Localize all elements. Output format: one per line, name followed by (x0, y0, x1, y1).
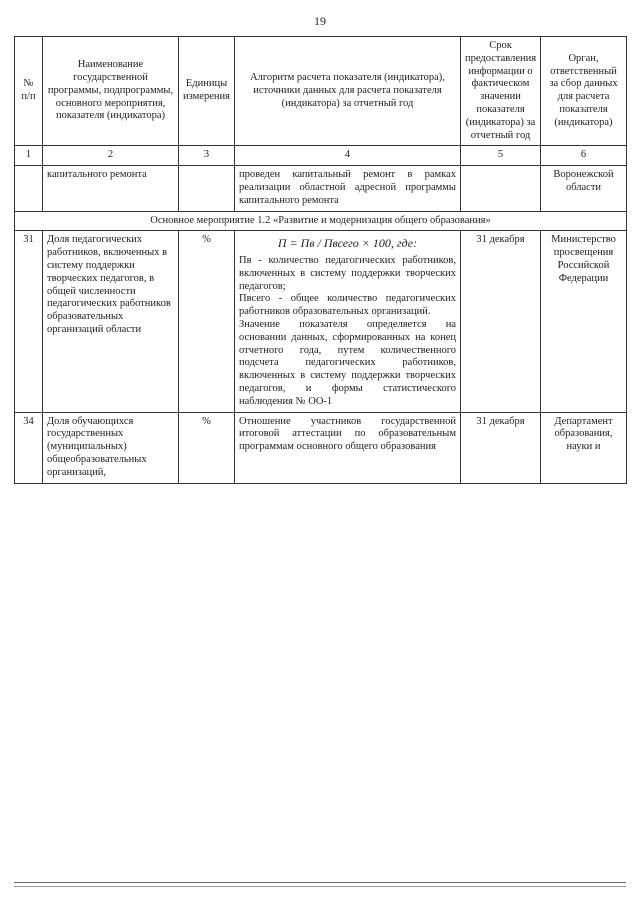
row-capital-organ: Воронежской области (541, 166, 627, 211)
section-row (15, 211, 627, 231)
col-number-6: 6 (541, 146, 627, 166)
table-row (15, 412, 627, 483)
row34-algorithm: Отношение участников государственной итоговой аттестации по образовательным программам основного общего образования (235, 412, 461, 483)
row34-unit: % (179, 412, 235, 483)
col-number-3: 3 (179, 146, 235, 166)
row31-deadline: 31 декабря (461, 231, 541, 412)
row34-deadline: 31 декабря (461, 412, 541, 483)
row31-alg-line3: Значение показателя определяется на основании данных, сформированных на конец отчетного года, путем количественного подсчета педагогических работников, включенных в систему поддержки творческих педагогов, и формы статистического наблюдения № ОО-1 (239, 318, 456, 407)
col-number-4: 4 (235, 146, 461, 166)
header-name: Наименование государственной программы, подпрограммы, основного мероприятия, показателя (индикатора) (43, 37, 179, 146)
row34-organ: Департамент образования, науки и (541, 412, 627, 483)
scan-edge-line (14, 886, 626, 887)
scan-edge-line (14, 882, 626, 883)
row-capital-algorithm: проведен капитальный ремонт в рамках реализации областной адресной программы капитального ремонта (235, 166, 461, 211)
header-unit: Единицы измерения (179, 37, 235, 146)
row34-name: Доля обучающихся государственных (муниципальных) общеобразовательных организаций, (43, 412, 179, 483)
col-number-5: 5 (461, 146, 541, 166)
row34-number: 34 (15, 412, 43, 483)
row31-formula: П = Пв / Пвсего × 100, где: (277, 236, 418, 251)
col-number-1: 1 (15, 146, 43, 166)
row31-number: 31 (15, 231, 43, 412)
row31-name: Доля педагогических работников, включенных в систему поддержки творческих педагогов, в общей численности педагогических работников образовательных организаций области (43, 231, 179, 412)
row31-alg-line2: Пвсего - общее количество педагогических работников образовательных организаций. (239, 293, 456, 318)
header-number: № п/п (15, 37, 43, 146)
table-row (15, 231, 627, 412)
row31-unit: % (179, 231, 235, 412)
column-number-row (15, 146, 627, 166)
table-header-row (15, 37, 627, 146)
header-organ: Орган, ответственный за сбор данных для расчета показателя (индикатора) (541, 37, 627, 146)
section-title: Основное мероприятие 1.2 «Развитие и модернизация общего образования» (15, 211, 627, 231)
row31-organ: Министерство просвещения Российской Федерации (541, 231, 627, 412)
row31-alg-line1: Пв - количество педагогических работников, включенных в систему поддержки творческих педагогов; (239, 254, 456, 292)
header-algorithm: Алгоритм расчета показателя (индикатора), источники данных для расчета показателя (индикатора) за отчетный год (235, 37, 461, 146)
indicator-table (14, 36, 627, 484)
header-deadline: Срок предоставления информации о фактическом значении показателя (индикатора) за отчетный год (461, 37, 541, 146)
row-capital-name: капитального ремонта (43, 166, 179, 211)
page-number: 19 (314, 14, 326, 28)
row31-algorithm (235, 231, 461, 412)
table-row (15, 166, 627, 211)
col-number-2: 2 (43, 146, 179, 166)
